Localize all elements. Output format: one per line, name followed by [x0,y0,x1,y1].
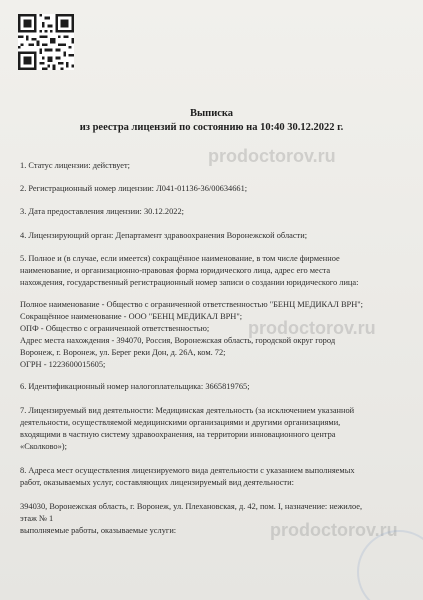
org-ogrn: ОГРН - 1223600015605; [20,360,106,369]
item-7-line: деятельности, осуществляемой медицинскими организациями и другими организациями, [20,418,341,427]
qr-code-icon [18,14,74,70]
item-7-line: входящими в частную систему здравоохранения, на территории инновационного центра [20,430,336,439]
watermark: prodoctorov.ru [270,520,398,540]
item-7-line: 7. Лицензируемый вид деятельности: Медицинская деятельность (за исключением указанной [20,406,355,415]
item-8-line: 8. Адреса мест осуществления лицензируемого вида деятельности с указанием выполняемых [20,466,355,475]
tax-id: 6. Идентификационный номер налогоплательщика: 3665819765; [20,382,250,391]
org-address: Воронеж, г. Воронеж, ул. Берег реки Дон, д. 26А, ком. 72; [20,348,226,357]
activity-address: 394030, Воронежская область, г. Воронеж, ул. Плехановская, д. 42, пом. I, назначение: нежилое, [20,502,363,511]
org-full-name: Полное наименование - Общество с ограниченной ответственностью "БЕНЦ МЕДИКАЛ ВРН"; [20,300,364,309]
item-5-line: 5. Полное и (в случае, если имеется) сокращённое наименование, в том числе фирменное [20,254,340,263]
license-date: 3. Дата предоставления лицензии: 30.12.2022; [20,207,184,216]
item-5-line: наименование, и организационно-правовая форма юридического лица, адрес его места [20,266,331,275]
watermark: prodoctorov.ru [208,146,336,166]
org-address: Адрес места нахождения - 394070, Россия, Воронежская область, городской округ город [20,336,336,345]
watermark: prodoctorov.ru [248,318,376,338]
activity-floor: этаж № 1 [20,514,54,523]
item-5-line: нахождения, государственный регистрационный номер записи о создании юридического лица: [20,278,359,287]
license-registration-number: 2. Регистрационный номер лицензии: Л041-01136-36/00634661; [20,184,248,193]
services-heading: выполняемые работы, оказываемые услуги: [20,526,177,535]
license-status: 1. Статус лицензии: действует; [20,161,130,170]
licensing-authority: 4. Лицензирующий орган: Департамент здравоохранения Воронежской области; [20,231,308,240]
item-8-line: работ, оказываемых услуг, составляющих лицензируемый вид деятельности: [20,478,294,487]
org-short-name: Сокращённое наименование - ООО "БЕНЦ МЕДИКАЛ ВРН"; [20,312,243,321]
document-subtitle: из реестра лицензий по состоянию на 10:40 30.12.2022 г. [79,122,344,133]
document-title: Выписка [189,108,234,119]
item-7-line: «Сколково»); [20,442,67,451]
org-legal-form: ОПФ - Общество с ограниченной ответственностью; [20,324,210,333]
